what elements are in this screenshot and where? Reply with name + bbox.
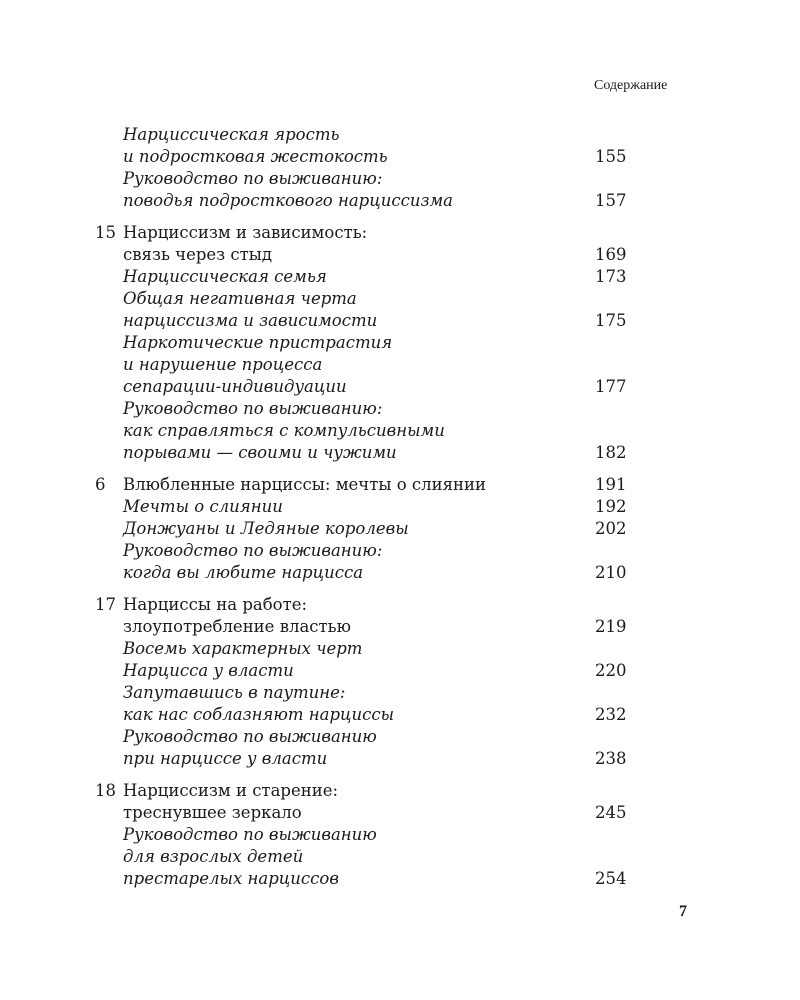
toc-page-number: 155 bbox=[595, 147, 627, 166]
toc-chapter-number: 15 bbox=[95, 223, 116, 242]
toc-entry-title: Запутавшись в паутине: bbox=[123, 683, 346, 702]
toc-entry-title: сепарации-индивидуации bbox=[123, 377, 347, 396]
toc-page-number: 210 bbox=[595, 563, 627, 582]
toc-chapter-number: 6 bbox=[95, 475, 106, 494]
toc-chapter-line bbox=[0, 780, 800, 802]
toc-entry-title: Общая негативная черта bbox=[123, 289, 357, 308]
toc-entry-line bbox=[0, 124, 800, 146]
toc-entry-line bbox=[0, 616, 800, 638]
toc-page-number: 245 bbox=[595, 803, 627, 822]
toc-entry-title: Наркотические пристрастия bbox=[123, 333, 393, 352]
toc-chapter-number: 18 bbox=[95, 781, 116, 800]
toc-entry-title: и подростковая жестокость bbox=[123, 147, 388, 166]
toc-entry-line bbox=[0, 802, 800, 824]
section-spacer bbox=[0, 464, 800, 474]
toc-chapter-line bbox=[0, 474, 800, 496]
toc-entry-title: Мечты о слиянии bbox=[123, 497, 283, 516]
running-head-title: Содержание bbox=[594, 78, 668, 93]
toc-entry-line bbox=[0, 332, 800, 354]
toc-page-number: 192 bbox=[595, 497, 627, 516]
toc-page-number: 169 bbox=[595, 245, 627, 264]
toc-entry-line bbox=[0, 638, 800, 660]
section-spacer bbox=[0, 584, 800, 594]
toc-entry-title: Восемь характерных черт bbox=[123, 639, 363, 658]
toc-entry-title: Нарциссы на работе: bbox=[123, 595, 308, 614]
toc-entry-line bbox=[0, 146, 800, 168]
toc-entry-title: для взрослых детей bbox=[123, 847, 304, 866]
toc-entry-line bbox=[0, 376, 800, 398]
toc-page-number: 182 bbox=[595, 443, 627, 462]
toc-entry-line bbox=[0, 420, 800, 442]
toc-page-number: 173 bbox=[595, 267, 627, 286]
toc-page-number: 254 bbox=[595, 869, 627, 888]
toc-entry-line bbox=[0, 562, 800, 584]
toc-entry-title: треснувшее зеркало bbox=[123, 803, 302, 822]
toc-entry-title: Руководство по выживанию: bbox=[123, 399, 383, 418]
toc-entry-line bbox=[0, 824, 800, 846]
toc-entry-line bbox=[0, 726, 800, 748]
toc-entry-line bbox=[0, 190, 800, 212]
toc-entry-line bbox=[0, 660, 800, 682]
toc-entry-title: когда вы любите нарцисса bbox=[123, 563, 364, 582]
toc-page-number: 202 bbox=[595, 519, 627, 538]
toc-entry-line bbox=[0, 442, 800, 464]
toc-entry-title: порывами — своими и чужими bbox=[123, 443, 397, 462]
toc-entry-title: Руководство по выживанию bbox=[123, 727, 377, 746]
page-number: 7 bbox=[679, 903, 687, 920]
toc-entry-line bbox=[0, 518, 800, 540]
toc-page-number: 157 bbox=[595, 191, 627, 210]
toc-entry-title: Руководство по выживанию: bbox=[123, 541, 383, 560]
toc-entry-line bbox=[0, 748, 800, 770]
toc-chapter-line bbox=[0, 222, 800, 244]
toc-entry-title: Донжуаны и Ледяные королевы bbox=[123, 519, 409, 538]
toc-entry-line bbox=[0, 354, 800, 376]
toc-entry-line bbox=[0, 682, 800, 704]
toc-entry-line bbox=[0, 168, 800, 190]
toc-entry-line bbox=[0, 266, 800, 288]
toc-entry-title: Нарциссизм и зависимость: bbox=[123, 223, 368, 242]
toc-entry-line bbox=[0, 288, 800, 310]
toc-entry-line bbox=[0, 496, 800, 518]
toc-entry-title: и нарушение процесса bbox=[123, 355, 323, 374]
toc-entry-line bbox=[0, 244, 800, 266]
toc-page-number: 177 bbox=[595, 377, 627, 396]
toc-page-number: 238 bbox=[595, 749, 627, 768]
toc-entry-title: поводья подросткового нарциссизма bbox=[123, 191, 453, 210]
toc-page-number: 191 bbox=[595, 475, 627, 494]
table-of-contents bbox=[0, 124, 800, 890]
toc-chapter-number: 17 bbox=[95, 595, 116, 614]
toc-entry-title: связь через стыд bbox=[123, 245, 273, 264]
toc-entry-title: как нас соблазняют нарциссы bbox=[123, 705, 395, 724]
toc-entry-line bbox=[0, 704, 800, 726]
toc-page-number: 220 bbox=[595, 661, 627, 680]
toc-entry-line bbox=[0, 540, 800, 562]
toc-entry-title: Руководство по выживанию: bbox=[123, 169, 383, 188]
toc-entry-title: Нарциссическая семья bbox=[123, 267, 327, 286]
section-spacer bbox=[0, 770, 800, 780]
toc-page-number: 175 bbox=[595, 311, 627, 330]
toc-entry-title: Руководство по выживанию bbox=[123, 825, 377, 844]
toc-entry-title: престарелых нарциссов bbox=[123, 869, 339, 888]
toc-entry-title: нарциссизма и зависимости bbox=[123, 311, 378, 330]
toc-entry-title: при нарциссе у власти bbox=[123, 749, 328, 768]
toc-entry-line bbox=[0, 846, 800, 868]
toc-entry-title: Нарциссическая ярость bbox=[123, 125, 340, 144]
section-spacer bbox=[0, 212, 800, 222]
toc-entry-line bbox=[0, 398, 800, 420]
toc-entry-title: как справляться с компульсивными bbox=[123, 421, 445, 440]
toc-entry-title: Нарцисса у власти bbox=[123, 661, 294, 680]
toc-page-number: 232 bbox=[595, 705, 627, 724]
toc-entry-line bbox=[0, 868, 800, 890]
toc-entry-title: Влюбленные нарциссы: мечты о слиянии bbox=[123, 475, 487, 494]
toc-entry-title: злоупотребление властью bbox=[123, 617, 352, 636]
toc-entry-line bbox=[0, 310, 800, 332]
toc-chapter-line bbox=[0, 594, 800, 616]
toc-entry-title: Нарциссизм и старение: bbox=[123, 781, 339, 800]
toc-page-number: 219 bbox=[595, 617, 627, 636]
